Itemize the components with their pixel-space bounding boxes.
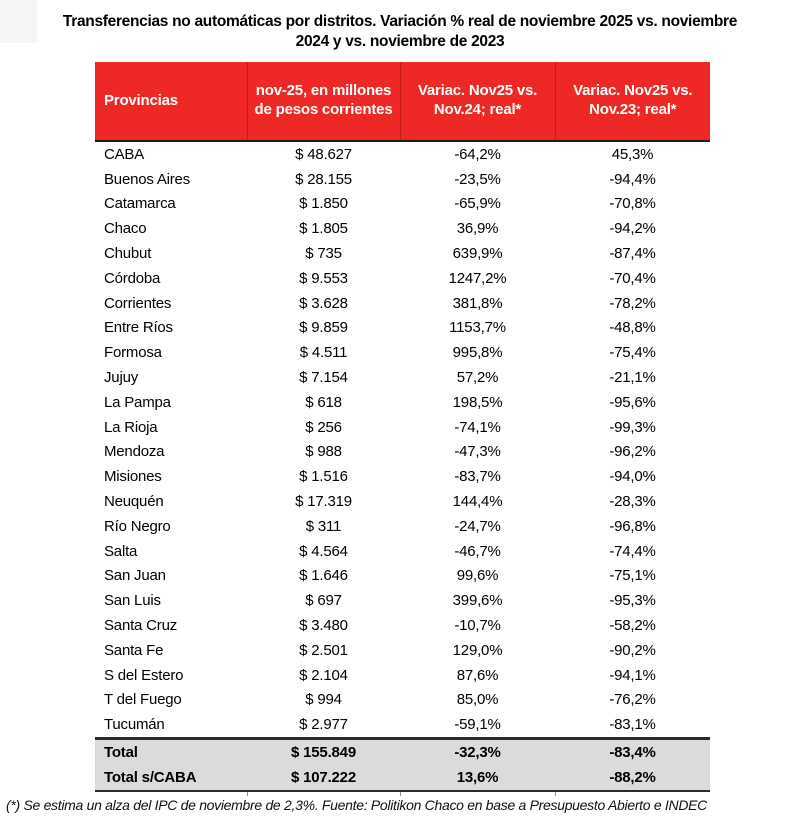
- table-body: [95, 141, 710, 739]
- amount-cell: $ 107.222: [247, 765, 400, 791]
- variation-nov23-cell: -58,2%: [609, 617, 656, 635]
- province-cell: Río Negro: [104, 517, 171, 535]
- amount-cell: $ 28.155: [295, 170, 352, 188]
- table-row: [95, 663, 710, 688]
- variation-nov23-cell: -87,4%: [609, 245, 656, 263]
- province-cell: Buenos Aires: [104, 170, 190, 188]
- page-title-line-2: 2024 y vs. noviembre de 2023: [295, 33, 505, 50]
- amount-cell: $ 697: [305, 592, 342, 610]
- amount-cell: $ 994: [305, 691, 342, 709]
- variation-nov23-cell: -95,3%: [609, 592, 656, 610]
- amount-cell: $ 1.850: [299, 195, 348, 213]
- amount-cell: $ 17.319: [295, 493, 352, 511]
- screenshot-artifact: [0, 0, 37, 43]
- variation-nov23-cell: -83,4%: [555, 739, 710, 766]
- variation-nov24-cell: 13,6%: [400, 765, 555, 791]
- variation-nov23-cell: -75,1%: [609, 567, 656, 585]
- variation-nov24-cell: -64,2%: [454, 145, 501, 163]
- page-title-line-1: Transferencias no automáticas por distritos. Variación % real de noviembre 2025 vs. noviembre: [62, 13, 738, 30]
- variation-nov24-cell: -47,3%: [454, 443, 501, 461]
- column-tick-mark: [555, 792, 556, 796]
- table-row: [95, 192, 710, 217]
- variation-nov23-cell: -94,1%: [609, 666, 656, 684]
- province-cell: Mendoza: [104, 443, 165, 461]
- variation-nov23-cell: -78,2%: [609, 294, 656, 312]
- amount-cell: $ 256: [305, 418, 342, 436]
- amount-cell: $ 2.501: [299, 641, 348, 659]
- province-cell: Total: [95, 739, 247, 766]
- amount-cell: $ 9.859: [299, 319, 348, 337]
- variation-nov24-cell: -32,3%: [400, 739, 555, 766]
- variation-nov23-cell: -99,3%: [609, 418, 656, 436]
- amount-cell: $ 2.977: [299, 716, 348, 734]
- table-row: [95, 316, 710, 341]
- variation-nov24-cell: -74,1%: [454, 418, 501, 436]
- amount-cell: $ 4.564: [299, 542, 348, 560]
- amount-cell: $ 1.646: [299, 567, 348, 585]
- table-row: [95, 613, 710, 638]
- province-cell: Entre Ríos: [104, 319, 173, 337]
- table-totals: [95, 739, 710, 792]
- amount-cell: $ 48.627: [295, 145, 352, 163]
- variation-nov24-cell: -46,7%: [454, 542, 501, 560]
- header-provincias: Provincias: [95, 62, 247, 141]
- variation-nov23-cell: -95,6%: [609, 393, 656, 411]
- table-row: [95, 241, 710, 266]
- variation-nov24-cell: 85,0%: [456, 691, 499, 709]
- province-cell: Corrientes: [104, 294, 172, 312]
- variation-nov24-cell: -23,5%: [454, 170, 501, 188]
- table-row: [95, 167, 710, 192]
- total-row: [95, 765, 710, 791]
- variation-nov24-cell: 995,8%: [452, 344, 503, 362]
- variation-nov24-cell: -59,1%: [454, 716, 501, 734]
- table-row: [95, 514, 710, 539]
- table-row: [95, 440, 710, 465]
- variation-nov23-cell: -48,8%: [609, 319, 656, 337]
- variation-nov23-cell: -70,4%: [609, 269, 656, 287]
- province-cell: CABA: [104, 145, 145, 163]
- table-row: [95, 291, 710, 316]
- table-row: [95, 141, 710, 167]
- province-cell: Córdoba: [104, 269, 161, 287]
- province-cell: Catamarca: [104, 195, 176, 213]
- variation-nov23-cell: -96,2%: [609, 443, 656, 461]
- variation-nov24-cell: 399,6%: [452, 592, 503, 610]
- amount-cell: $ 2.104: [299, 666, 348, 684]
- transfers-table: [95, 62, 710, 792]
- variation-nov23-cell: -74,4%: [609, 542, 656, 560]
- province-cell: Formosa: [104, 344, 162, 362]
- variation-nov23-cell: -94,2%: [609, 220, 656, 238]
- province-cell: San Luis: [104, 592, 161, 610]
- amount-cell: $ 311: [305, 517, 342, 535]
- variation-nov24-cell: 87,6%: [456, 666, 499, 684]
- variation-nov23-cell: -88,2%: [555, 765, 710, 791]
- amount-cell: $ 1.516: [299, 468, 348, 486]
- header-nov25-amount: nov-25, en millones de pesos corrientes: [247, 62, 400, 141]
- column-tick-mark: [247, 792, 248, 796]
- province-cell: Santa Cruz: [104, 617, 178, 635]
- variation-nov24-cell: 99,6%: [456, 567, 499, 585]
- column-tick-mark: [400, 792, 401, 796]
- variation-nov24-cell: 57,2%: [456, 369, 499, 387]
- table-row: [95, 539, 710, 564]
- amount-cell: $ 155.849: [247, 739, 400, 766]
- province-cell: La Rioja: [104, 418, 158, 436]
- variation-nov23-cell: -96,8%: [609, 517, 656, 535]
- variation-nov23-cell: -83,1%: [609, 716, 656, 734]
- header-row: [95, 62, 710, 141]
- province-cell: Total s/CABA: [95, 765, 247, 791]
- province-cell: San Juan: [104, 567, 166, 585]
- province-cell: Chaco: [104, 220, 147, 238]
- variation-nov24-cell: 36,9%: [456, 220, 499, 238]
- table-header: [95, 62, 710, 141]
- table-row: [95, 688, 710, 713]
- variation-nov23-cell: -94,0%: [609, 468, 656, 486]
- variation-nov24-cell: 381,8%: [452, 294, 503, 312]
- variation-nov23-cell: 45,3%: [611, 145, 654, 163]
- variation-nov24-cell: 1153,7%: [449, 319, 506, 337]
- data-table-container: [95, 62, 710, 792]
- amount-cell: $ 988: [305, 443, 342, 461]
- header-variation-nov24: Variac. Nov25 vs. Nov.24; real*: [400, 62, 555, 141]
- variation-nov24-cell: 129,0%: [452, 641, 503, 659]
- province-cell: La Pampa: [104, 393, 171, 411]
- variation-nov24-cell: 639,9%: [452, 245, 503, 263]
- amount-cell: $ 4.511: [299, 344, 348, 362]
- total-row: [95, 739, 710, 766]
- source-footnote: (*) Se estima un alza del IPC de noviembre de 2,3%. Fuente: Politikon Chaco en base a Presupuesto Abierto e INDEC: [6, 797, 707, 813]
- variation-nov23-cell: -21,1%: [609, 369, 656, 387]
- variation-nov23-cell: -76,2%: [609, 691, 656, 709]
- province-cell: Salta: [104, 542, 138, 560]
- variation-nov23-cell: -94,4%: [609, 170, 656, 188]
- variation-nov24-cell: 1247,2%: [448, 269, 507, 287]
- variation-nov24-cell: -65,9%: [454, 195, 501, 213]
- table-row: [95, 638, 710, 663]
- table-row: [95, 712, 710, 738]
- variation-nov24-cell: -10,7%: [454, 617, 501, 635]
- table-row: [95, 588, 710, 613]
- variation-nov23-cell: -70,8%: [609, 195, 656, 213]
- amount-cell: $ 3.480: [299, 617, 348, 635]
- page-title: [0, 0, 800, 52]
- province-cell: Chubut: [104, 245, 152, 263]
- table-row: [95, 415, 710, 440]
- amount-cell: $ 1.805: [299, 220, 348, 238]
- variation-nov24-cell: -83,7%: [454, 468, 501, 486]
- table-row: [95, 216, 710, 241]
- table-row: [95, 489, 710, 514]
- province-cell: Misiones: [104, 468, 162, 486]
- variation-nov24-cell: 144,4%: [452, 493, 503, 511]
- table-row: [95, 464, 710, 489]
- table-row: [95, 564, 710, 589]
- province-cell: Neuquén: [104, 493, 164, 511]
- province-cell: T del Fuego: [104, 691, 182, 709]
- amount-cell: $ 3.628: [299, 294, 348, 312]
- amount-cell: $ 9.553: [299, 269, 348, 287]
- variation-nov24-cell: -24,7%: [454, 517, 501, 535]
- table-row: [95, 365, 710, 390]
- table-row: [95, 390, 710, 415]
- variation-nov24-cell: 198,5%: [452, 393, 503, 411]
- province-cell: Jujuy: [104, 369, 139, 387]
- table-row: [95, 266, 710, 291]
- amount-cell: $ 618: [305, 393, 342, 411]
- province-cell: S del Estero: [104, 666, 184, 684]
- province-cell: Santa Fe: [104, 641, 164, 659]
- header-variation-nov23: Variac. Nov25 vs. Nov.23; real*: [555, 62, 710, 141]
- amount-cell: $ 7.154: [299, 369, 348, 387]
- variation-nov23-cell: -90,2%: [609, 641, 656, 659]
- variation-nov23-cell: -28,3%: [609, 493, 656, 511]
- amount-cell: $ 735: [305, 245, 342, 263]
- variation-nov23-cell: -75,4%: [609, 344, 656, 362]
- province-cell: Tucumán: [104, 716, 165, 734]
- table-row: [95, 340, 710, 365]
